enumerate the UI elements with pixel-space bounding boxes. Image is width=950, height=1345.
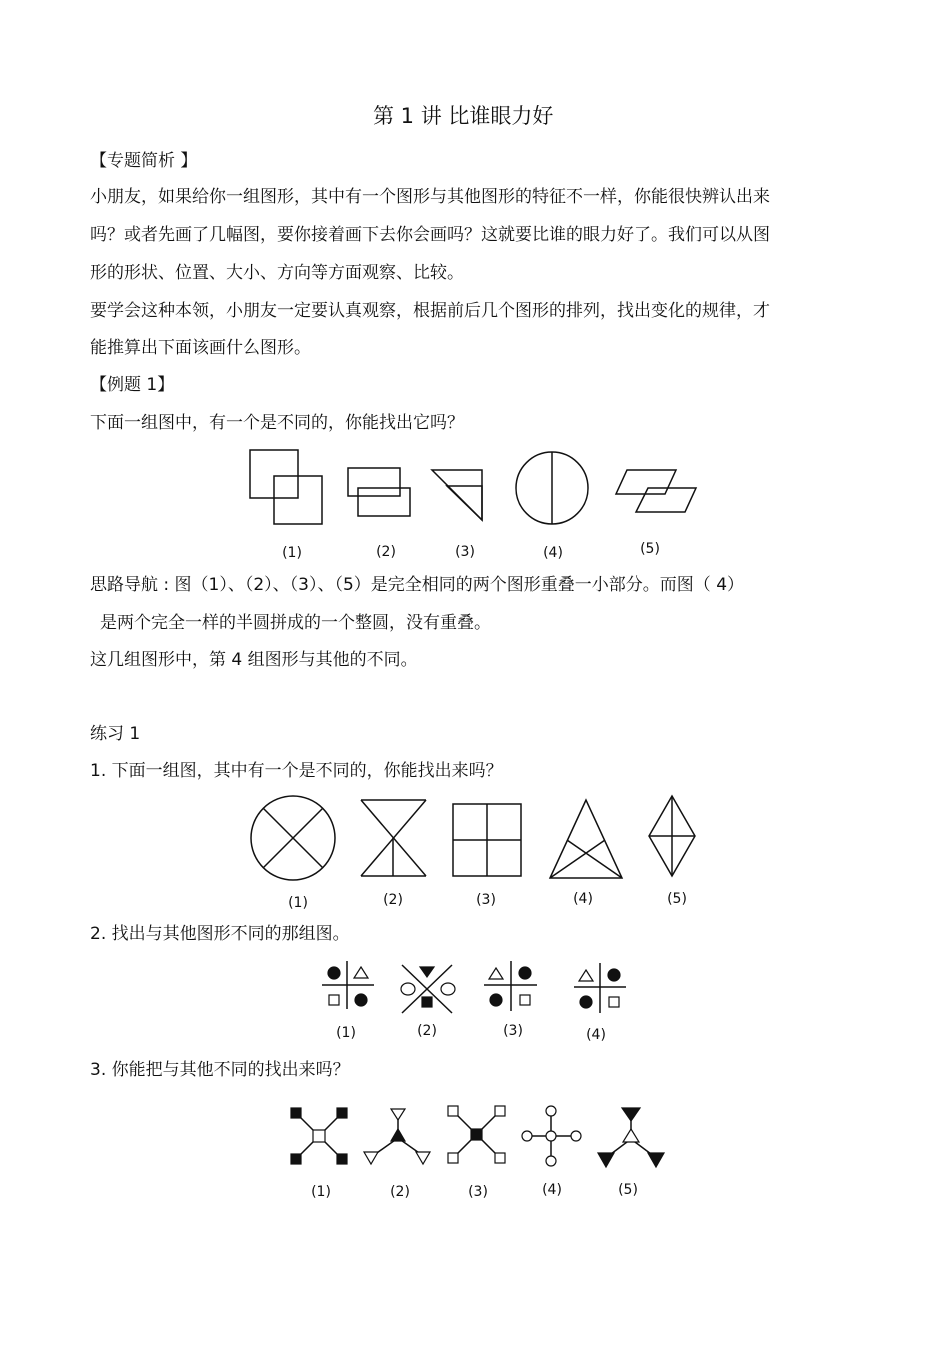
practice-q1: 1. 下面一组图，其中有一个是不同的，你能找出来吗？ [90,761,503,781]
example-label-5: (5) [640,541,660,557]
q2-label-1: (1) [336,1025,356,1041]
example-label-3: (3) [455,544,475,560]
q2-figure-1 [322,961,374,1009]
analysis-line-1: 思路导航 : 图（1）、（2）、（3）、（5）是完全相同的两个图形重叠一小部分。而图（ 4） [90,575,745,595]
q2-figure-2 [401,965,455,1013]
analysis-line-2: 是两个完全一样的半圆拼成的一个整圆，没有重叠。 [100,613,491,633]
q1-figures [0,790,950,915]
q1-label-5: (5) [667,891,687,907]
q3-figure-4 [522,1106,581,1166]
practice-q3: 3. 你能把与其他不同的找出来吗？ [90,1060,350,1080]
intro-line-1: 小朋友，如果给你一组图形，其中有一个图形与其他图形的特征不一样，你能很快辨认出来 [90,187,770,207]
q2-figure-3 [484,961,537,1011]
q2-label-3: (3) [503,1023,523,1039]
q3-label-2: (2) [390,1184,410,1200]
page-title: 第 1 讲 比谁眼力好 [373,104,554,128]
example-heading: 【例题 1】 [90,375,175,395]
intro-line-2: 吗？或者先画了几幅图，要你接着画下去你会画吗？这就要比谁的眼力好了。我们可以从图 [90,225,770,245]
q1-label-4: (4) [573,891,593,907]
example-figures [0,440,950,570]
example-question: 下面一组图中，有一个是不同的，你能找出它吗？ [90,413,464,433]
practice-heading: 练习 1 [90,724,141,744]
conclusion: 这几组图形中，第 4 组图形与其他的不同。 [90,650,418,670]
practice-q2: 2. 找出与其他图形不同的那组图。 [90,924,350,944]
intro-line-3: 形的形状、位置、大小、方向等方面观察、比较。 [90,263,464,283]
q3-label-5: (5) [618,1182,638,1198]
q3-figure-5 [598,1108,664,1167]
q3-figure-3 [448,1106,505,1163]
q1-label-1: (1) [288,895,308,911]
example-label-1: (1) [282,545,302,561]
q1-label-2: (2) [383,892,403,908]
q1-figure-2 [361,800,426,876]
q1-figure-5 [649,796,695,876]
intro-line-4: 要学会这种本领，小朋友一定要认真观察，根据前后几个图形的排列，找出变化的规律，才 [90,301,770,321]
q2-figure-4 [574,963,626,1013]
q2-label-2: (2) [417,1023,437,1039]
example-figure-2 [348,468,410,516]
intro-line-5: 能推算出下面该画什么图形。 [90,338,311,358]
q3-label-3: (3) [468,1184,488,1200]
intro-heading: 【专题简析 】 [90,151,198,171]
q1-figure-4 [550,800,622,878]
q3-figure-2 [364,1109,430,1164]
q3-label-1: (1) [311,1184,331,1200]
q3-figure-1 [291,1108,347,1164]
q3-label-4: (4) [542,1182,562,1198]
example-figure-4 [516,452,588,524]
example-figure-3 [432,470,482,520]
q2-label-4: (4) [586,1027,606,1043]
q1-figure-1 [251,796,335,880]
q3-figures [0,1095,950,1205]
q2-figures [0,955,950,1050]
example-label-2: (2) [376,544,396,560]
example-figure-5 [616,470,696,512]
q1-figure-3 [453,804,521,876]
example-label-4: (4) [543,545,563,561]
example-figure-1 [250,450,322,524]
q1-label-3: (3) [476,892,496,908]
